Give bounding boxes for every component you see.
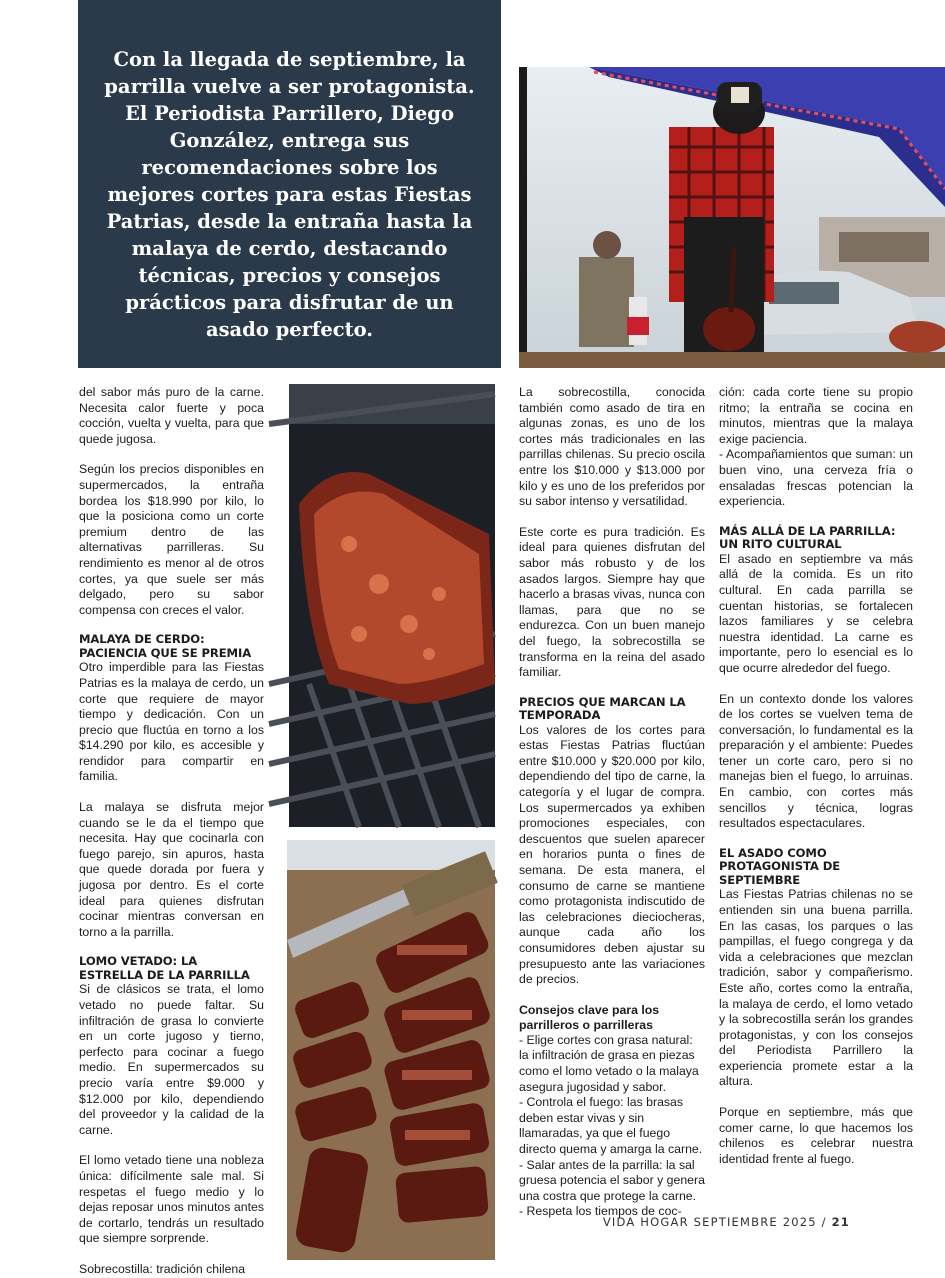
column-2 [519, 385, 705, 1220]
tip-item: - Salar antes de la parrilla: la sal gruesa potencia el sabor y genera una costra que protege la carne. [519, 1157, 705, 1203]
col3-paragraph-2: - Acompañamientos que suman: un buen vino, una cerveza fría o ensaladas frescas potencian la experiencia. [719, 447, 913, 509]
magazine-name: VIDA HOGAR SEPTIEMBRE 2025 [602, 1215, 817, 1229]
heading-precios: PRECIOS QUE MARCAN LA TEMPORADA [519, 694, 686, 723]
col2-paragraph-3: Los valores de los cortes para estas Fiestas Patrias fluctúan entre $10.000 y $20.000 por kilo, dependiendo del tipo de carne, la categoría y el lugar de compra. Los supermercados ya exhiben promociones especiales, con descuentos que suelen aparecer en horarios punta o fines de semana. De esta manera, el consumo de carne se mantiene como protagonista indiscutido de las celebraciones dieciocheras, aunque cada año los consumidores deben ajustar su presupuesto ante las variaciones de precios. [519, 722, 705, 987]
col3-paragraph-1: ción: cada corte tiene su propio ritmo; la entraña se cocina en minutos, mientras que la malaya exige paciencia. [719, 385, 913, 446]
col1-paragraph-6: El lomo vetado tiene una nobleza única: difícilmente sale mal. Si respetas el fuego medio y lo dejas reposar unos minutos antes de cortarlo, tendrás un resultado que siempre sorprende. [79, 1153, 264, 1246]
photo-sliced-ribs [287, 840, 495, 1260]
heading-consejos: Consejos clave para los parrilleros o parrilleras [519, 1002, 660, 1032]
col3-paragraph-6: Porque en septiembre, más que comer carne, lo que hacemos los chilenos es celebrar nuestra identidad frente al fuego. [719, 1105, 913, 1166]
col3-paragraph-3: El asado en septiembre va más allá de la comida. Es un rito cultural. En cada parrilla se cuentan historias, se fortalecen lazos familiares y se celebra nuestra identidad. La carne es importante, pero lo esencial es lo que ocurre alrededor del fuego. [719, 551, 913, 675]
col3-paragraph-5: Las Fiestas Patrias chilenas no se entienden sin una buena parrilla. En las casas, los parques o las pampillas, el fuego congrega y da vida a celebraciones que mezclan tradición, sabor y compañerismo. Este año, cortes como la entraña, la malaya de cerdo, el lomo vetado y la sobrecostilla serán los grandes protagonistas, y con los consejos del Periodista Parrillero la experiencia promete estar a la altura. [719, 887, 913, 1089]
heading-malaya: MALAYA DE CERDO: PACIENCIA QUE SE PREMIA [79, 632, 252, 660]
col2-paragraph-2: Este corte es pura tradición. Es ideal para quienes disfrutan del sabor más robusto y de los asados largos. Siempre hay que hacerlo a brasas vivas, nunca con llamas, para que no se endurezca. Con un buen manejo del fuego, la sobrecostilla se transforma en la reina del asado familiar. [519, 524, 705, 680]
heading-mas-alla: MÁS ALLÁ DE LA PARRILLA: UN RITO CULTURAL [719, 523, 896, 552]
col1-paragraph-3: Otro imperdible para las Fiestas Patrias es la malaya de cerdo, un corte que requiere de mayor tiempo y dedicación. Con un precio que fluctúa en torno a los $14.290 por kilo, es accesible y rendidor para compartir en familia. [79, 660, 264, 784]
column-3 [719, 385, 913, 1167]
page-number: 21 [831, 1215, 850, 1229]
footer-separator: / [816, 1215, 832, 1229]
col1-paragraph-5: Si de clásicos se trata, el lomo vetado no puede faltar. Su infiltración de grasa lo convierte en un corte jugoso y tierno, perfecto para cocinar a fuego medio. En supermercados su precio varía entre $9.000 y $12.000 por kilo, dependiendo del proveedor y la calidad de la carne. [79, 982, 264, 1137]
column-1 [79, 385, 264, 1278]
tips-list [519, 1033, 705, 1220]
heading-lomo: LOMO VETADO: LA ESTRELLA DE LA PARRILLA [79, 954, 250, 982]
photo-malaya-grill [289, 384, 495, 827]
col2-paragraph-1: La sobrecostilla, conocida también como asado de tira en algunas zonas, es uno de los cortes más tradicionales en las parrillas chilenas. Su precio oscila entre los $10.000 y $13.000 por kilo y es uno de los preferidos por su sabor intenso y versatilidad. [519, 385, 705, 509]
page-footer [603, 1215, 850, 1229]
tip-item: - Elige cortes con grasa natural: la infiltración de grasa en piezas como el lomo vetado o la malaya asegura jugosidad y sabor. [519, 1032, 699, 1094]
col1-paragraph-7: Sobrecostilla: tradición chilena [79, 1261, 246, 1276]
heading-asado: EL ASADO COMO PROTAGONISTA DE SEPTIEMBRE [719, 845, 841, 887]
col1-paragraph-1: del sabor más puro de la carne. Necesita calor fuerte y poca cocción, vuelta y vuelta, para que quede jugosa. [79, 385, 264, 446]
tip-item: - Respeta los tiempos de coc- [519, 1204, 682, 1219]
intro-box [78, 0, 501, 368]
tip-item: - Controla el fuego: las brasas deben estar vivas y sin llamaradas, ya que el fuego directo quema y amarga la carne. [519, 1095, 703, 1156]
photo-grill-master [519, 67, 945, 368]
col1-paragraph-2: Según los precios disponibles en supermercados, la entraña bordea los $18.990 por kilo, lo que la posiciona como un corte premium dentro de las alternativas parrilleras. Su rendimiento es menor al de otros cortes, ya que suele ser más delgado, pero su sabor compensa con creces el valor. [79, 462, 264, 617]
intro-text: Con la llegada de septiembre, la parrilla vuelve a ser protagonista. El Periodista Parrillero, Diego González, entrega sus recomendaciones sobre los mejores cortes para estas Fiestas Patrias, desde la entraña hasta la malaya de cerdo, destacando técnicas, precios y consejos prácticos para disfrutar de un asado perfecto. [104, 47, 475, 341]
col1-paragraph-4: La malaya se disfruta mejor cuando se le da el tiempo que necesita. Hay que cocinarla con fuego parejo, sin apuros, hasta que quede dorada por fuera y jugosa por dentro. Es el corte ideal para quienes disfrutan cocinar mientras conversan en torno a la parrilla. [79, 800, 264, 939]
col3-paragraph-4: En un contexto donde los valores de los cortes se vuelven tema de conversación, lo fundamental es la preparación y el ambiente: Puedes tener un corte caro, pero si no manejas bien el fuego, lo arruinas. En cambio, con cortes más sencillos y técnica, logras resultados espectaculares. [719, 691, 913, 831]
